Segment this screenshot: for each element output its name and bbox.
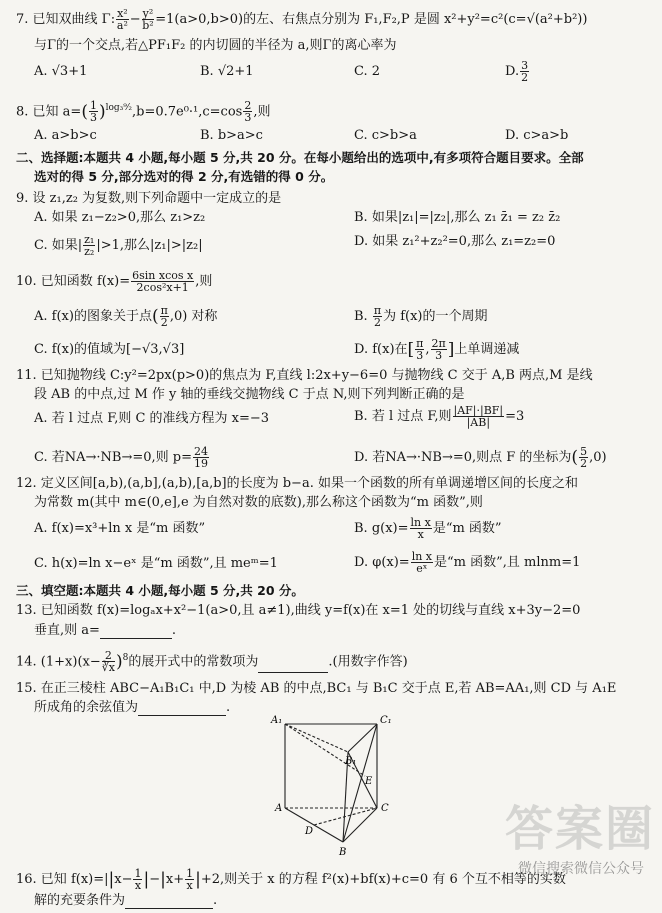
q11-option-c: C. 若NA→·NB→=0,则 p= $\frac{24}{19}$: [34, 445, 208, 470]
q15-stem: 15. 在正三棱柱 ABC−A₁B₁C₁ 中,D 为棱 AB 的中点,BC₁ 与 B₁C 交于点 E,若 AB=AA₁,则 CD 与 A₁E: [16, 681, 617, 696]
q10-option-c: C. f(x)的值域为[−√3,√3]: [34, 342, 185, 357]
q11-option-b: B. 若 l 过点 F,则 $\frac{|AF|\cdot|BF|}{|AB|}$ =3: [354, 404, 525, 429]
label-a: A: [275, 803, 283, 814]
section-3-header: 三、填空题:本题共 4 小题,每小题 5 分,共 20 分。: [16, 583, 304, 598]
q14-stem: 14. (1+x)(x− $\frac{2}{∛x}$ )$^8$的展开式中的常数项为 .(用数字作答): [16, 649, 408, 675]
q15-stem-line2: 所成角的余弦值为 .: [34, 700, 231, 715]
q13-stem: 13. 已知函数 f(x)=logₐx+x²−1(a>0,且 a≠1),曲线 y=f(x)在 x=1 处的切线与直线 x+3y−2=0: [16, 603, 581, 618]
q12-option-b: B. g(x)= $\frac{\text{ln x}}{x}$ 是“m 函数”: [354, 516, 502, 541]
prism-figure: [265, 712, 405, 860]
q10-stem: 10. 已知函数 f(x)= $\frac{\text{6sin xcos x}}{\text{2cos²x+1}}$ ,则: [16, 269, 213, 294]
edge-a1-b1: [285, 724, 348, 752]
q9-option-c: C. 如果| $\frac{\text{z₁}}{\text{z₂}}$ |>1,那么|z₁|>|z₂|: [34, 233, 203, 258]
section-2-header-line2: 选对的得 5 分,部分选对的得 2 分,有选错的得 0 分。: [34, 169, 334, 184]
q13-stem-line2: 垂直,则 a= .: [34, 623, 177, 638]
q11-stem-line2: 段 AB 的中点,过 M 作 y 轴的垂线交抛物线 C 于点 N,则下列判断正确的是: [34, 387, 465, 402]
label-c1: C₁: [380, 715, 392, 726]
q12-option-d: D. φ(x)= $\frac{\text{ln x}}{\text{eˣ}}$ 是“m 函数”,且 mlnm=1: [354, 550, 581, 575]
q9-option-d: D. 如果 z₁²+z₂²=0,那么 z₁=z₂=0: [354, 234, 556, 249]
q8-option-b: B. b>a>c: [200, 128, 263, 143]
segment-d-c: [314, 808, 377, 825]
q9-option-a: A. 如果 z₁−z₂>0,那么 z₁>z₂: [34, 210, 206, 225]
q16-stem: 16. 已知 f(x)=||x− $\frac{1}{x}$ |−|x+ $\frac{1}{x}$ |+2,则关于 x 的方程 f²(x)+bf(x)+c=0 有 6 个互不相等的实数: [16, 867, 566, 892]
q16-stem-line2: 解的充要条件为 .: [34, 893, 218, 908]
q7-option-c: C. 2: [354, 64, 381, 79]
q8-stem: 8. 已知 a=( $\frac{1}{3}$ )$^{log_3^9⁄_2}$,b=0.7e⁰·¹,c=cos $\frac{2}{3}$ ,则: [16, 99, 271, 125]
q11-option-a: A. 若 l 过点 F,则 C 的准线方程为 x=−3: [34, 411, 270, 426]
label-c: C: [381, 803, 389, 814]
q7-option-a: A. √3+1: [34, 64, 88, 79]
watermark-logo: 答案圈: [505, 801, 656, 857]
label-e: E: [365, 776, 373, 787]
q7-option-b: B. √2+1: [200, 64, 254, 79]
q7-option-d: D. $\frac{3}{2}$: [505, 59, 529, 84]
label-b1: B₁: [345, 756, 357, 767]
q7-stem-line2: 与Γ的一个交点,若△PF₁F₂ 的内切圆的半径为 a,则Γ的离心率为: [34, 38, 397, 53]
q9-stem: 9. 设 z₁,z₂ 为复数,则下列命题中一定成立的是: [16, 191, 282, 206]
watermark-text: 微信搜索微信公众号: [518, 861, 644, 877]
segment-a1-e: [285, 724, 365, 776]
q12-stem-line2: 为常数 m(其中 m∈(0,e],e 为自然对数的底数),那么称这个函数为“m 函数”,则: [34, 495, 483, 510]
section-2-header: 二、选择题:本题共 4 小题,每小题 5 分,共 20 分。在每小题给出的选项中,有多项符合题目要求。全部: [16, 150, 584, 165]
label-b: B: [339, 847, 347, 858]
label-a1: A₁: [271, 715, 283, 726]
q11-stem: 11. 已知抛物线 C:y²=2px(p>0)的焦点为 F,直线 l:2x+y−6=0 与抛物线 C 交于 A,B 两点,M 是线: [16, 368, 593, 383]
q10-option-d: D. f(x)在[ $\frac{\pi}{3}$ , $\frac{2\pi}{3}$ ]上单调递减: [354, 337, 520, 362]
q10-option-a: A. f(x)的图象关于点( $\frac{\pi}{2}$ ,0) 对称: [34, 304, 218, 329]
q12-option-a: A. f(x)=x³+ln x 是“m 函数”: [34, 521, 206, 536]
q12-stem: 12. 定义区间[a,b),(a,b],(a,b),[a,b]的长度为 b−a. 如果一个函数的所有单调递增区间的长度之和: [16, 476, 578, 491]
q11-option-d: D. 若NA→·NB→=0,则点 F 的坐标为( $\frac{5}{2}$ ,0): [354, 445, 607, 470]
q8-option-a: A. a>b>c: [34, 128, 97, 143]
q8-option-c: C. c>b>a: [354, 128, 417, 143]
q12-option-c: C. h(x)=ln x−eˣ 是“m 函数”,且 meᵐ=1: [34, 556, 278, 571]
label-d: D: [305, 826, 314, 837]
q7-stem: 7. 已知双曲线 Γ: $\frac{\text{x²}}{\text{a²}}$ − $\frac{\text{y²}}{\text{b²}}$ =1(a>0,b>0)的左、右焦点分别为 F₁,F₂,P 是圆 x²+y²=c²(c=√(a²+b²)): [16, 7, 588, 32]
q10-option-b: B. $\frac{\pi}{2}$ 为 f(x)的一个周期: [354, 304, 488, 329]
q9-option-b: B. 如果|z₁|=|z₂|,那么 z₁ z̄₁ = z₂ z̄₂: [354, 210, 561, 225]
q8-option-d: D. c>a>b: [505, 128, 569, 143]
